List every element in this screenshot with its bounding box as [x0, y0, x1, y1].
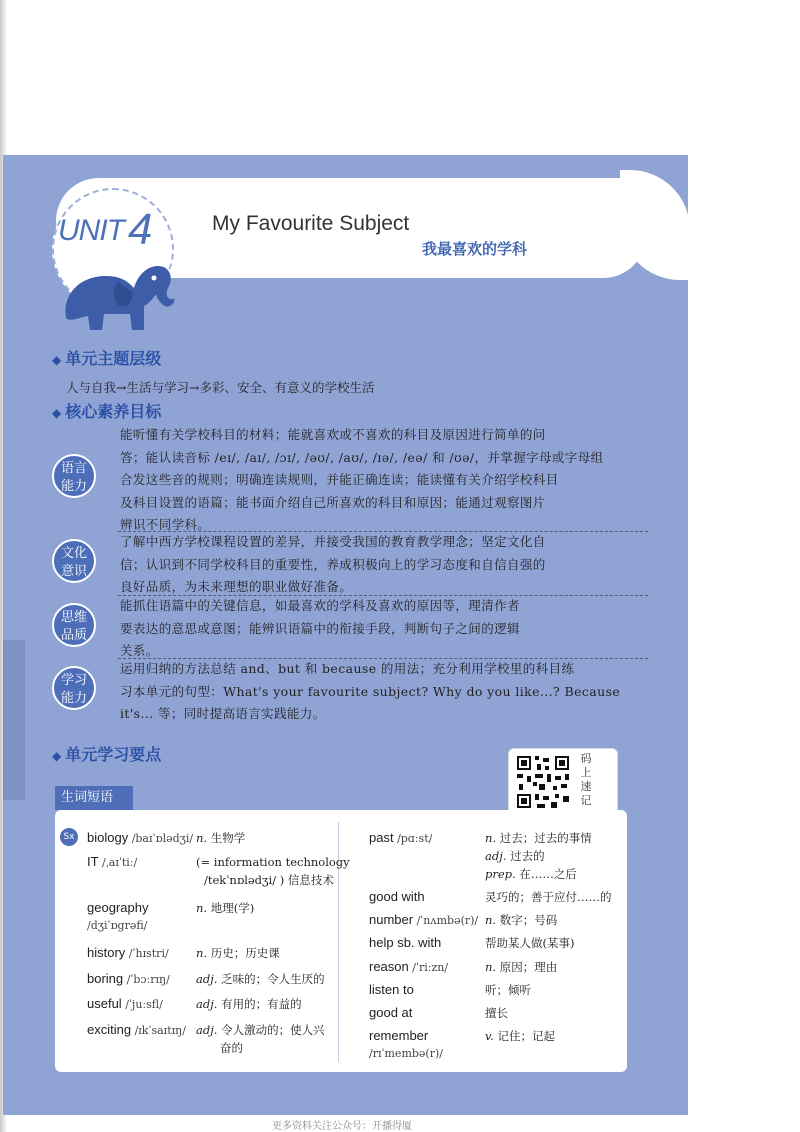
vocab-word [87, 995, 163, 1014]
vocab-word [87, 1021, 186, 1040]
goal-line: 能听懂有关学校科目的材料；能就喜欢或不喜欢的科目及原因进行简单的问 [120, 427, 546, 442]
vocab-def [485, 888, 612, 906]
def-text: 灵巧的；善于应付……的 [485, 890, 612, 904]
pos: n. [485, 913, 497, 927]
goal-line: 信；认识到不同学校科目的重要性，养成积极向上的学习态度和自信自强的 [120, 556, 546, 572]
pos: adj. [196, 972, 218, 986]
pos: n. [196, 901, 208, 915]
goals-heading [52, 399, 161, 422]
vocab-def [196, 944, 280, 962]
vocab-def [485, 1027, 555, 1045]
pos: prep. [485, 867, 516, 881]
goal-line: 良好品质，为未来理想的职业做好准备。 [120, 579, 353, 594]
vocab-def [196, 899, 254, 917]
vocab-word [369, 888, 425, 906]
theme-heading [52, 346, 161, 369]
word: biology [87, 830, 129, 845]
def-text: 乏味的；令人生厌的 [221, 972, 325, 986]
badge-line: 能力 [60, 691, 87, 706]
footer-note: 更多资料关注公众号：开播得厦 [272, 1121, 412, 1132]
goal-text [120, 658, 640, 726]
unit-title-zh: 我最喜欢的学科 [422, 240, 528, 258]
goal-text [120, 531, 640, 599]
def-text: (= information technology [196, 855, 350, 869]
phonetic: /ˈriːzn/ [412, 961, 449, 974]
vocab-word [369, 829, 432, 848]
phonetic: /baɪˈɒlədʒi/ [131, 832, 194, 845]
pos: n. [485, 960, 497, 974]
vocab-def [485, 911, 557, 929]
vocab-word [369, 981, 414, 999]
vocab-def [196, 995, 302, 1013]
goal-line: 运用归纳的方法总结 and、but 和 because 的用法；充分利用学校里的科目练 [120, 661, 575, 676]
word: help sb. with [369, 935, 442, 950]
unit-label: UNIT [58, 214, 124, 247]
def-text: 奋的 [220, 1041, 243, 1055]
qr-caption-char: 速 [580, 780, 592, 793]
phonetic: /ˌaɪˈtiː/ [102, 856, 138, 869]
qr-caption-char: 记 [580, 794, 592, 807]
goal-text [120, 595, 640, 663]
side-tab [3, 640, 25, 800]
phonetic: /ˈjuːsfl/ [125, 998, 163, 1011]
goal-line: 要表达的意思或意图；能辨识语篇中的衔接手段，判断句子之间的逻辑 [120, 620, 520, 636]
vocab-word [369, 911, 478, 930]
vocab-word [369, 934, 441, 952]
def-text: 过去；过去的事情 [499, 831, 592, 845]
unit-title-en: My Favourite Subject [212, 212, 410, 235]
phonetic: /dʒiˈɒgrəfi/ [87, 919, 148, 932]
def-text: /tekˈnɒlədʒi/ ) 信息技术 [204, 873, 334, 887]
pos: n. [196, 831, 208, 845]
vocab-def [485, 958, 557, 976]
vocab-word [369, 1027, 479, 1063]
badge-line: 能力 [60, 479, 87, 494]
phonetic: /rɪˈmembə(r)/ [369, 1047, 443, 1060]
def-text: 帮助某人做(某事) [485, 936, 575, 950]
def-text: 地理(学) [210, 901, 255, 915]
def-text: 擅长 [485, 1006, 508, 1020]
qr-code-icon[interactable] [515, 754, 571, 810]
pos: n. [196, 946, 208, 960]
vocab-word [369, 1004, 412, 1022]
unit-number: 4 [128, 205, 153, 254]
phonetic: /ˈbɔːrɪŋ/ [126, 973, 170, 986]
goal-line: 关系。 [120, 643, 159, 658]
pos: adj. [196, 1023, 218, 1037]
vocab-word [87, 944, 169, 963]
vocab-def [196, 829, 245, 847]
phonetic: /ɪkˈsaɪtɪŋ/ [134, 1024, 186, 1037]
def-text: 生物学 [210, 831, 246, 845]
badge-line: 文化 [60, 546, 87, 561]
sx-badge: Sx [60, 828, 78, 846]
goal-badge [52, 454, 96, 498]
qr-box[interactable] [508, 748, 618, 814]
pos: n. [485, 831, 497, 845]
word: remember [369, 1028, 429, 1043]
vocab-word [369, 958, 448, 977]
word: past [369, 830, 394, 845]
word: number [369, 912, 414, 927]
vocab-def [485, 934, 574, 952]
goal-line: it's... 等；同时提高语言实践能力。 [120, 706, 326, 721]
word: useful [87, 996, 122, 1011]
def-text: 原因；理由 [499, 960, 558, 974]
vocab-tab: 生词短语 [55, 786, 133, 810]
qr-caption [579, 752, 593, 808]
word: geography [87, 900, 149, 915]
diamond-icon: ◆ [52, 749, 62, 763]
word: IT [87, 854, 99, 869]
theme-text: 人与自我→生活与学习→多彩、安全、有意义的学校生活 [66, 380, 375, 395]
def-text: 在……之后 [519, 867, 577, 881]
goal-line: 能抓住语篇中的关键信息，如最喜欢的学科及喜欢的原因等，理清作者 [120, 598, 520, 613]
theme-heading-text: 单元主题层级 [65, 349, 162, 368]
vocab-def [485, 1004, 508, 1022]
def-text: 令人激动的；使人兴 [221, 1023, 325, 1037]
diamond-icon: ◆ [52, 406, 62, 420]
badge-line: 意识 [60, 564, 87, 579]
elephant-icon [58, 248, 178, 338]
goal-line: 了解中西方学校课程设置的差异，并接受我国的教育教学理念；坚定文化自 [120, 534, 546, 549]
def-text: 历史；历史课 [210, 946, 280, 960]
word: history [87, 945, 126, 960]
vocab-def [485, 981, 531, 999]
goal-line: 合发这些音的规则；明确连读规则，并能正确连读；能读懂有关介绍学校科目 [120, 472, 559, 487]
goal-line: 答；能认读音标 /eɪ/, /aɪ/, /ɔɪ/, /əʊ/, /aʊ/, /ɪə/, /eə/ 和 /ʊə/，并掌握字母或字母组 [120, 449, 604, 465]
badge-line: 语言 [60, 461, 87, 476]
goal-badge [52, 539, 96, 583]
word: boring [87, 971, 124, 986]
goals-heading-text: 核心素养目标 [65, 402, 162, 421]
vocab-word [87, 970, 170, 989]
vocab-def [196, 853, 350, 889]
vocab-def [485, 829, 592, 883]
qr-caption-char: 码 [580, 752, 592, 765]
qr-caption-char: 上 [580, 766, 592, 779]
goal-badge [52, 603, 96, 647]
goal-line: 及科目设置的语篇；能书面介绍自己所喜欢的科目和原因；能通过观察图片 [120, 494, 546, 510]
phonetic: /ˈnʌmbə(r)/ [416, 914, 479, 927]
def-text: 听；倾听 [485, 983, 531, 997]
def-text: 记住；记起 [497, 1029, 555, 1043]
vocab-def [196, 1021, 325, 1057]
word: good with [369, 889, 425, 904]
word: good at [369, 1005, 413, 1020]
badge-line: 品质 [60, 628, 87, 643]
goal-line: 辨识不同学科。 [120, 517, 211, 532]
vocab-word [87, 829, 193, 848]
diamond-icon: ◆ [52, 353, 62, 367]
pos: adj. [196, 997, 218, 1011]
phonetic: /pɑːst/ [397, 832, 433, 845]
phonetic: /ˈhɪstri/ [128, 947, 169, 960]
word: reason [369, 959, 409, 974]
vocab-word [87, 853, 137, 872]
def-text: 过去的 [510, 849, 545, 863]
pos: adj. [485, 849, 507, 863]
badge-line: 学习 [60, 673, 87, 688]
goal-badge [52, 666, 96, 710]
key-points-heading [52, 742, 161, 765]
badge-line: 思维 [60, 610, 87, 625]
vocab-word [87, 899, 195, 935]
key-points-heading-text: 单元学习要点 [65, 745, 162, 764]
word: exciting [87, 1022, 132, 1037]
goal-text [120, 424, 640, 537]
pos: v. [485, 1029, 494, 1043]
goal-line: 习本单元的句型：What's your favourite subject? Why do you like...? Because [120, 683, 621, 699]
def-text: 数字；号码 [499, 913, 558, 927]
vocab-def [196, 970, 325, 988]
word: listen to [369, 982, 414, 997]
def-text: 有用的；有益的 [221, 997, 302, 1011]
